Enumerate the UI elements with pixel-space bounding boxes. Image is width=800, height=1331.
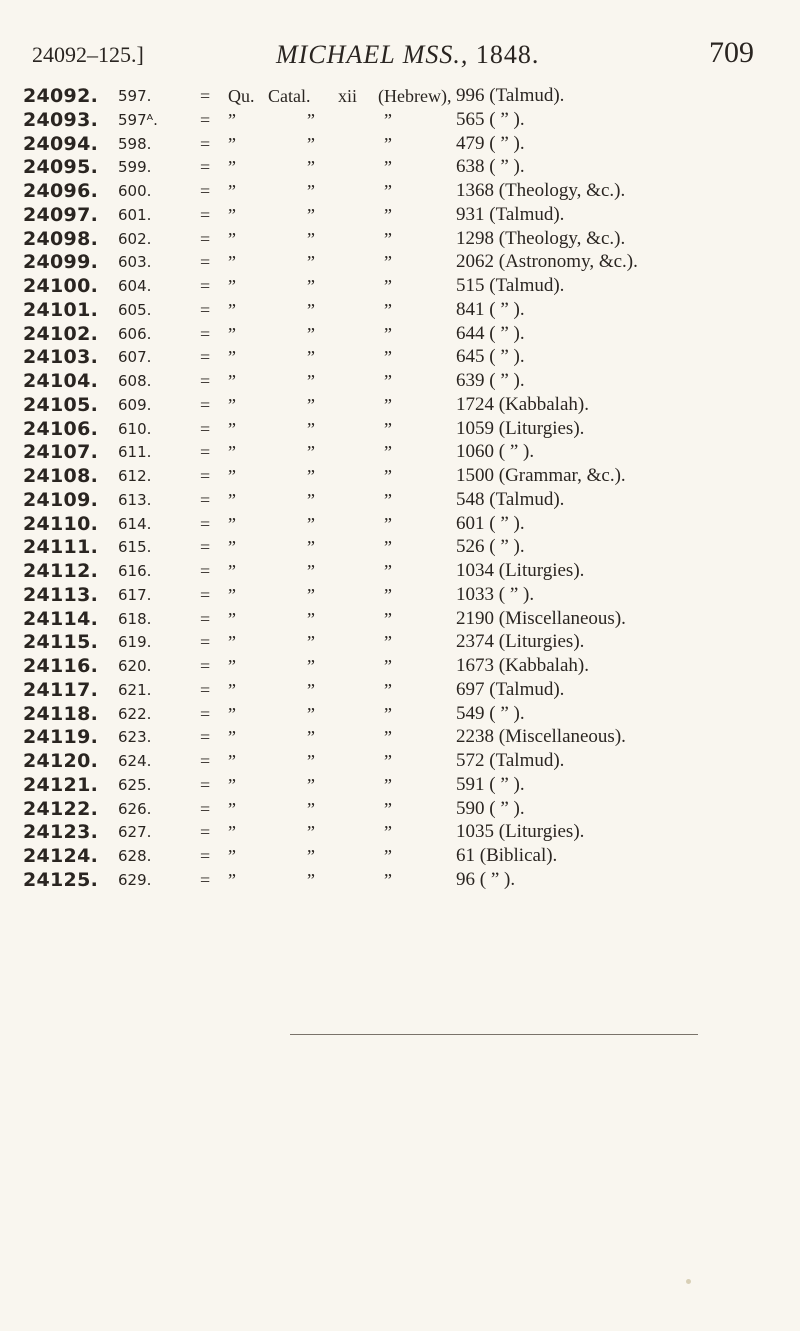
ms-number: 614. — [118, 514, 152, 533]
ditto-mark: ” — [307, 323, 315, 344]
ms-number: 603. — [118, 253, 152, 272]
ditto-mark: ” — [384, 133, 392, 154]
entry-number: 24106. — [23, 417, 99, 440]
list-item — [0, 630, 800, 654]
list-item — [0, 725, 800, 749]
entry-number: 24101. — [23, 298, 99, 321]
catalog-entry: 841 ( ” ). — [456, 298, 525, 320]
entry-number: 24109. — [23, 488, 99, 511]
ditto-mark: ” — [228, 656, 236, 676]
catalog-entry: 1368 (Theology, &c.). — [456, 180, 626, 201]
catalog-entry: 2190 (Miscellaneous). — [456, 607, 626, 629]
entry-number: 24100. — [23, 275, 99, 297]
ms-number: 628. — [118, 847, 152, 865]
list-item — [0, 535, 800, 559]
catalog-entry: 565 ( ” ). — [456, 108, 525, 130]
ditto-mark: ” — [384, 276, 392, 296]
ditto-mark: ” — [384, 181, 392, 201]
descriptor-word: xii — [338, 86, 358, 106]
ditto-mark: ” — [307, 703, 315, 724]
equals-sign: = — [200, 774, 211, 795]
ditto-mark: ” — [307, 466, 315, 486]
ditto-mark: ” — [307, 608, 315, 629]
entry-number: 24094. — [23, 132, 99, 155]
list-item — [0, 345, 800, 369]
ms-number: 621. — [118, 680, 152, 699]
ditto-mark: ” — [228, 133, 236, 154]
ditto-mark: ” — [228, 774, 236, 795]
paper-speck — [686, 1279, 691, 1284]
entry-number: 24095. — [23, 156, 99, 179]
ms-number: 610. — [118, 419, 152, 438]
page-number: 709 — [709, 36, 754, 69]
ditto-mark: ” — [307, 561, 315, 581]
ditto-mark: ” — [228, 347, 236, 368]
entry-number: 24098. — [23, 227, 99, 250]
entry-number: 24107. — [23, 441, 99, 464]
ms-number: 619. — [118, 633, 152, 652]
ms-number: 613. — [118, 490, 152, 509]
list-item — [0, 797, 800, 821]
equals-sign: = — [200, 133, 211, 154]
ms-number: 609. — [118, 395, 152, 414]
entry-number: 24102. — [23, 322, 99, 345]
list-item — [0, 820, 800, 844]
equals-sign: = — [200, 109, 211, 130]
ditto-mark: ” — [307, 727, 315, 748]
equals-sign: = — [200, 371, 211, 391]
entry-number: 24116. — [23, 655, 99, 677]
ms-number: 624. — [118, 752, 152, 770]
entry-number: 24123. — [23, 821, 99, 844]
list-item — [0, 773, 800, 797]
ditto-mark: ” — [228, 466, 236, 486]
catalog-entry: 591 ( ” ). — [456, 773, 525, 795]
catalog-entry: 549 ( ” ). — [456, 702, 525, 724]
ditto-mark: ” — [228, 632, 236, 653]
ms-number: 612. — [118, 467, 152, 485]
catalog-entry: 645 ( ” ). — [456, 346, 525, 368]
list-item — [0, 369, 800, 393]
header-year: 1848. — [475, 40, 540, 69]
ditto-mark: ” — [384, 679, 392, 700]
entry-number: 24104. — [23, 370, 99, 392]
ditto-mark: ” — [307, 347, 315, 368]
ditto-mark: ” — [384, 228, 392, 249]
equals-sign: = — [200, 228, 211, 249]
ditto-mark: ” — [307, 584, 315, 605]
ditto-mark: ” — [228, 252, 236, 273]
ms-number: 626. — [118, 799, 152, 818]
ditto-mark: ” — [228, 228, 236, 249]
ms-number: 616. — [118, 562, 152, 580]
catalog-entry: 1034 (Liturgies). — [456, 560, 585, 581]
ditto-mark: ” — [307, 157, 315, 178]
ditto-mark: ” — [228, 561, 236, 581]
entry-number: 24115. — [23, 631, 99, 654]
ditto-mark: ” — [384, 418, 392, 439]
ms-number: 618. — [118, 609, 152, 628]
catalog-entry: 639 ( ” ). — [456, 370, 525, 391]
ms-number: 629. — [118, 870, 152, 889]
ditto-mark: ” — [307, 299, 315, 320]
list-item — [0, 844, 800, 868]
ms-number: 604. — [118, 277, 152, 295]
ditto-mark: ” — [384, 371, 392, 391]
ms-number: 601. — [118, 205, 152, 224]
ditto-mark: ” — [307, 632, 315, 653]
list-item — [0, 464, 800, 488]
ms-number: 606. — [118, 324, 152, 343]
entry-number: 24092. — [23, 85, 99, 107]
ditto-mark: ” — [228, 418, 236, 439]
entry-number: 24113. — [23, 583, 99, 606]
ditto-mark: ” — [384, 632, 392, 653]
ditto-mark: ” — [384, 727, 392, 748]
descriptor-word: Qu. — [228, 86, 255, 106]
entry-number: 24125. — [23, 868, 99, 891]
list-item — [0, 274, 800, 298]
ditto-mark: ” — [228, 822, 236, 843]
ms-number: 623. — [118, 728, 152, 747]
ditto-mark: ” — [384, 299, 392, 320]
entry-number: 24110. — [23, 512, 99, 535]
entry-number: 24096. — [23, 180, 99, 202]
equals-sign: = — [200, 86, 211, 106]
catalog-entry: 1035 (Liturgies). — [456, 821, 585, 843]
equals-sign: = — [200, 276, 211, 296]
entry-number: 24103. — [23, 346, 99, 369]
ms-number: 599. — [118, 158, 152, 177]
ditto-mark: ” — [384, 442, 392, 463]
list-item — [0, 298, 800, 322]
catalog-entry: 2238 (Miscellaneous). — [456, 726, 626, 748]
ms-number: 605. — [118, 300, 152, 319]
list-item — [0, 322, 800, 346]
equals-sign: = — [200, 513, 211, 534]
ditto-mark: ” — [384, 608, 392, 629]
ms-number: 622. — [118, 704, 152, 723]
list-item — [0, 678, 800, 702]
list-item — [0, 227, 800, 251]
ditto-mark: ” — [228, 109, 236, 130]
catalog-entry: 61 (Biblical). — [456, 845, 558, 866]
ditto-mark: ” — [228, 323, 236, 344]
entry-number: 24097. — [23, 203, 99, 226]
equals-sign: = — [200, 584, 211, 605]
list-item — [0, 868, 800, 892]
ditto-mark: ” — [307, 181, 315, 201]
entry-number: 24105. — [23, 393, 99, 416]
ms-number: 598. — [118, 134, 152, 153]
ditto-mark: ” — [384, 822, 392, 843]
ditto-mark: ” — [384, 537, 392, 558]
ms-number: 607. — [118, 348, 152, 367]
ditto-mark: ” — [307, 537, 315, 558]
ditto-mark: ” — [307, 846, 315, 866]
equals-sign: = — [200, 703, 211, 724]
catalog-entry: 515 (Talmud). — [456, 275, 565, 296]
list-item — [0, 132, 800, 156]
list-item — [0, 702, 800, 726]
ditto-mark: ” — [228, 276, 236, 296]
ditto-mark: ” — [384, 204, 392, 225]
list-item — [0, 440, 800, 464]
ditto-mark: ” — [307, 679, 315, 700]
ditto-mark: ” — [307, 442, 315, 463]
entry-number: 24118. — [23, 702, 99, 725]
equals-sign: = — [200, 489, 211, 510]
header-range: 24092–125.] — [32, 42, 144, 67]
list-item — [0, 417, 800, 441]
list-item — [0, 155, 800, 179]
ditto-mark: ” — [228, 798, 236, 819]
ditto-mark: ” — [307, 798, 315, 819]
ditto-mark: ” — [384, 561, 392, 581]
ditto-mark: ” — [307, 394, 315, 415]
list-item — [0, 488, 800, 512]
header-title-main: MICHAEL MSS., — [276, 40, 469, 69]
ms-number: 608. — [118, 372, 152, 390]
equals-sign: = — [200, 608, 211, 629]
equals-sign: = — [200, 561, 211, 581]
equals-sign: = — [200, 679, 211, 700]
ditto-mark: ” — [384, 109, 392, 130]
ditto-mark: ” — [307, 204, 315, 225]
equals-sign: = — [200, 846, 211, 866]
equals-sign: = — [200, 822, 211, 843]
ms-number: 627. — [118, 823, 152, 842]
catalog-entry: 601 ( ” ). — [456, 512, 525, 534]
entry-number: 24112. — [23, 560, 99, 582]
ditto-mark: ” — [228, 181, 236, 201]
ditto-mark: ” — [384, 323, 392, 344]
catalog-entry: 526 ( ” ). — [456, 536, 525, 558]
entry-number: 24119. — [23, 726, 99, 749]
catalog-entry: 996 (Talmud). — [456, 85, 565, 106]
equals-sign: = — [200, 537, 211, 558]
entry-number: 24114. — [23, 607, 99, 630]
ditto-mark: ” — [228, 299, 236, 320]
ditto-mark: ” — [307, 418, 315, 439]
ms-number: 597. — [118, 87, 152, 105]
catalog-entry: 2374 (Liturgies). — [456, 631, 585, 653]
list-item — [0, 583, 800, 607]
ditto-mark: ” — [228, 371, 236, 391]
equals-sign: = — [200, 204, 211, 225]
ditto-mark: ” — [228, 751, 236, 771]
equals-sign: = — [200, 252, 211, 273]
ditto-mark: ” — [228, 489, 236, 510]
ditto-mark: ” — [228, 846, 236, 866]
catalog-entry: 572 (Talmud). — [456, 750, 565, 771]
equals-sign: = — [200, 323, 211, 344]
ditto-mark: ” — [228, 537, 236, 558]
list-item — [0, 393, 800, 417]
ditto-mark: ” — [384, 347, 392, 368]
entry-number: 24108. — [23, 465, 99, 487]
catalog-entry: 548 (Talmud). — [456, 488, 565, 510]
ms-number: 617. — [118, 585, 152, 604]
catalog-entry: 1500 (Grammar, &c.). — [456, 465, 626, 486]
equals-sign: = — [200, 347, 211, 368]
running-header — [20, 36, 780, 76]
catalog-entry: 1298 (Theology, &c.). — [456, 227, 626, 249]
catalog-entry: 96 ( ” ). — [456, 868, 516, 890]
catalog-entry: 1059 (Liturgies). — [456, 417, 585, 439]
ditto-mark: ” — [384, 252, 392, 273]
catalog-entry: 1060 ( ” ). — [456, 441, 535, 463]
ditto-mark: ” — [228, 679, 236, 700]
list-item — [0, 250, 800, 274]
catalog-entry: 2062 (Astronomy, &c.). — [456, 251, 638, 273]
ditto-mark: ” — [307, 109, 315, 130]
ditto-mark: ” — [384, 774, 392, 795]
catalog-entry: 1724 (Kabbalah). — [456, 393, 589, 415]
header-title — [276, 40, 539, 70]
ditto-mark: ” — [307, 133, 315, 154]
equals-sign: = — [200, 157, 211, 178]
equals-sign: = — [200, 751, 211, 771]
descriptor-word: Catal. — [268, 86, 311, 106]
descriptor-word: (Hebrew), — [378, 86, 452, 106]
ditto-mark: ” — [307, 774, 315, 795]
list-item — [0, 749, 800, 773]
ditto-mark: ” — [228, 727, 236, 748]
equals-sign: = — [200, 181, 211, 201]
ditto-mark: ” — [384, 584, 392, 605]
equals-sign: = — [200, 798, 211, 819]
catalog-entry: 638 ( ” ). — [456, 156, 525, 178]
equals-sign: = — [200, 727, 211, 748]
catalog-entry: 644 ( ” ). — [456, 322, 525, 344]
ms-number: 620. — [118, 657, 152, 675]
entry-number: 24099. — [23, 251, 99, 274]
ms-number: 597ᴬ. — [118, 110, 158, 129]
equals-sign: = — [200, 299, 211, 320]
ditto-mark: ” — [307, 489, 315, 510]
ditto-mark: ” — [307, 869, 315, 890]
ditto-mark: ” — [384, 489, 392, 510]
ditto-mark: ” — [307, 228, 315, 249]
equals-sign: = — [200, 656, 211, 676]
ms-number: 602. — [118, 229, 152, 248]
entry-number: 24117. — [23, 678, 99, 701]
ms-number: 615. — [118, 538, 152, 557]
ditto-mark: ” — [228, 204, 236, 225]
list-item — [0, 203, 800, 227]
ditto-mark: ” — [384, 656, 392, 676]
list-item — [0, 108, 800, 132]
catalog-entry: 1033 ( ” ). — [456, 583, 535, 605]
entry-number: 24093. — [23, 108, 99, 131]
ms-number: 600. — [118, 182, 152, 200]
entry-number: 24111. — [23, 536, 99, 559]
list-item — [0, 512, 800, 536]
catalog-entry: 931 (Talmud). — [456, 203, 565, 225]
end-rule — [290, 1034, 698, 1035]
ditto-mark: ” — [307, 751, 315, 771]
ditto-mark: ” — [228, 442, 236, 463]
list-item — [0, 607, 800, 631]
list-item — [0, 654, 800, 678]
ditto-mark: ” — [228, 584, 236, 605]
ditto-mark: ” — [384, 798, 392, 819]
equals-sign: = — [200, 418, 211, 439]
catalog-entry: 479 ( ” ). — [456, 132, 525, 154]
ms-number: 611. — [118, 443, 152, 462]
ditto-mark: ” — [384, 703, 392, 724]
ditto-mark: ” — [307, 276, 315, 296]
equals-sign: = — [200, 442, 211, 463]
equals-sign: = — [200, 466, 211, 486]
entry-number: 24122. — [23, 797, 99, 820]
entry-number: 24120. — [23, 750, 99, 772]
ms-number: 625. — [118, 775, 152, 794]
ditto-mark: ” — [228, 394, 236, 415]
catalog-entry: 1673 (Kabbalah). — [456, 655, 589, 676]
ditto-mark: ” — [228, 869, 236, 890]
ditto-mark: ” — [228, 703, 236, 724]
equals-sign: = — [200, 394, 211, 415]
ditto-mark: ” — [384, 466, 392, 486]
ditto-mark: ” — [307, 656, 315, 676]
ditto-mark: ” — [384, 751, 392, 771]
catalog-entry: 697 (Talmud). — [456, 678, 565, 700]
ditto-mark: ” — [307, 371, 315, 391]
ditto-mark: ” — [384, 394, 392, 415]
ditto-mark: ” — [228, 608, 236, 629]
catalog-entry: 590 ( ” ). — [456, 797, 525, 819]
list-item — [0, 559, 800, 583]
ditto-mark: ” — [307, 513, 315, 534]
entry-number: 24121. — [23, 773, 99, 796]
ditto-mark: ” — [228, 513, 236, 534]
ditto-mark: ” — [384, 846, 392, 866]
ditto-mark: ” — [228, 157, 236, 178]
list-item — [0, 179, 800, 203]
manuscript-list — [0, 84, 800, 892]
ditto-mark: ” — [307, 252, 315, 273]
equals-sign: = — [200, 869, 211, 890]
ditto-mark: ” — [384, 157, 392, 178]
equals-sign: = — [200, 632, 211, 653]
ditto-mark: ” — [384, 513, 392, 534]
ditto-mark: ” — [307, 822, 315, 843]
list-item — [0, 84, 800, 108]
ditto-mark: ” — [384, 869, 392, 890]
entry-number: 24124. — [23, 845, 99, 867]
